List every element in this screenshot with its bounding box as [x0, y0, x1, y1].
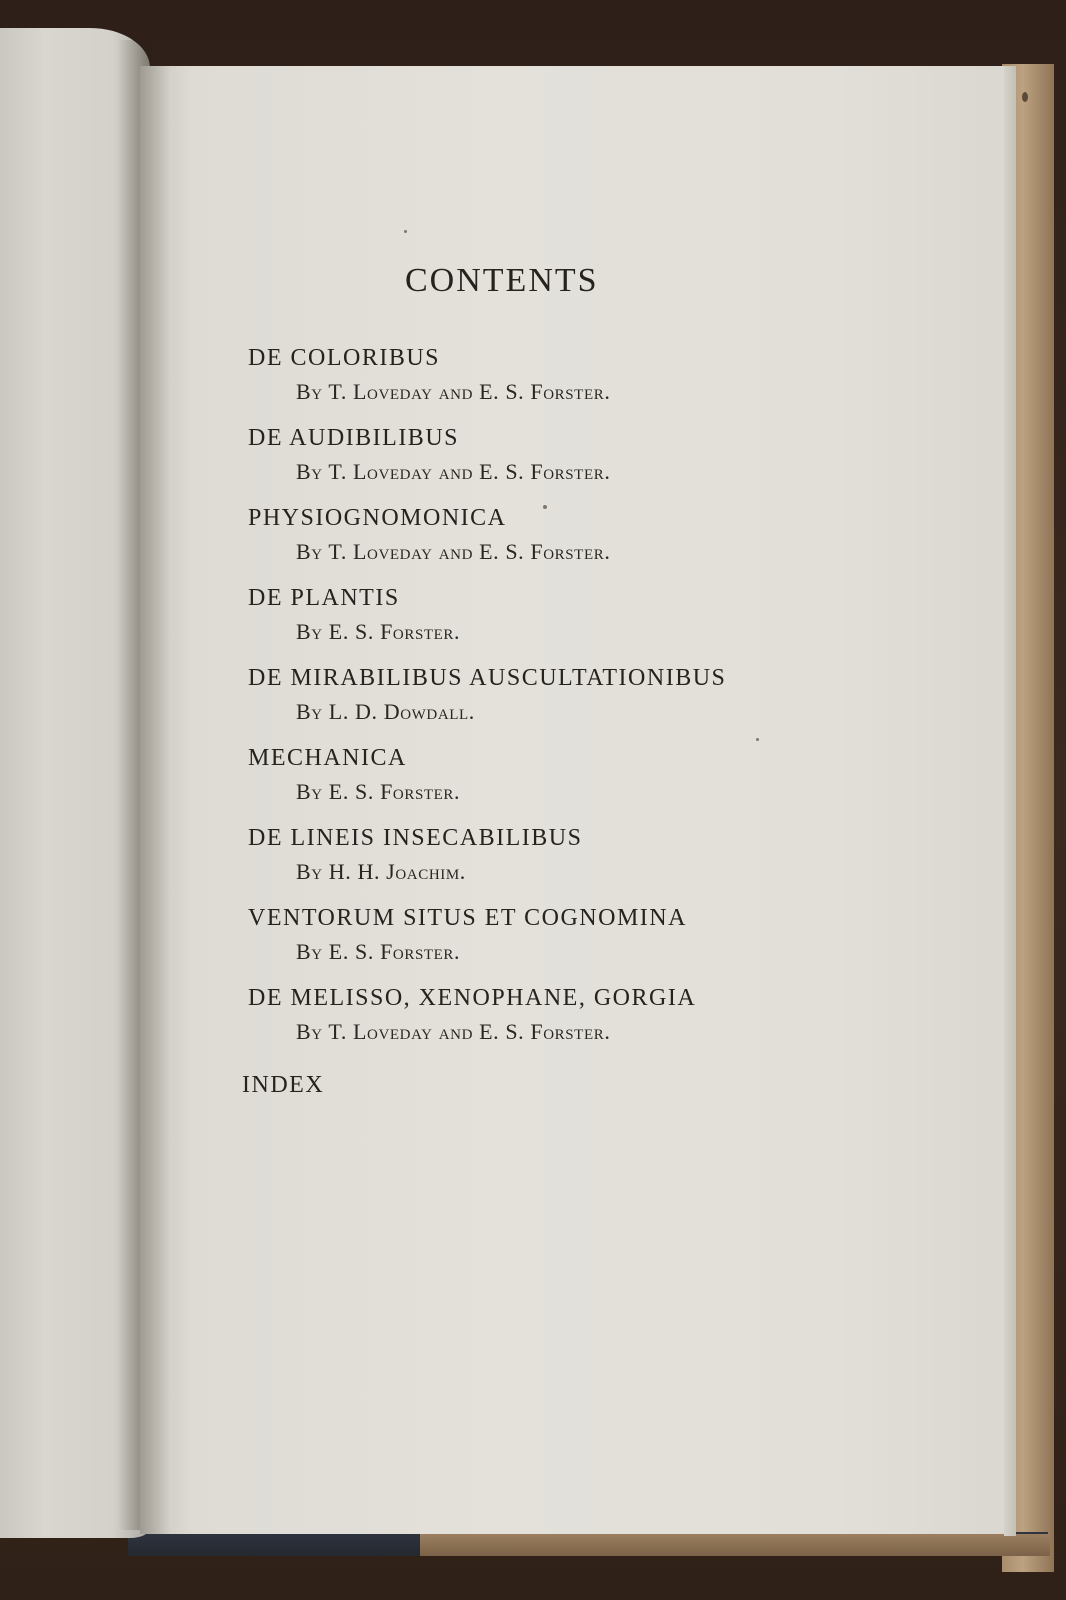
paper-speck — [404, 230, 407, 233]
contents-entry — [248, 505, 888, 585]
entry-title: VENTORUM SITUS ET COGNOMINA — [248, 905, 687, 931]
contents-list — [248, 345, 888, 1065]
contents-entry — [248, 905, 888, 985]
entry-title: DE COLORIBUS — [248, 345, 441, 371]
gutter-shadow — [140, 66, 170, 1534]
entry-title: PHYSIOGNOMONICA — [248, 505, 507, 531]
contents-entry — [248, 825, 888, 905]
contents-entry — [248, 345, 888, 425]
entry-title: MECHANICA — [248, 745, 407, 771]
paper-speck — [756, 738, 759, 741]
entry-title: DE PLANTIS — [248, 585, 400, 611]
cover-mark — [1022, 92, 1028, 102]
contents-entry — [248, 585, 888, 665]
page-block-edge — [1004, 66, 1016, 1536]
entry-byline: By H. H. Joachim. — [296, 859, 466, 884]
entry-title: DE AUDIBILIBUS — [248, 425, 459, 451]
entry-byline: By T. Loveday and E. S. Forster. — [296, 539, 611, 564]
contents-entry — [248, 665, 888, 745]
entry-title: DE MIRABILIBUS AUSCULTATIONIBUS — [248, 665, 727, 691]
entry-byline: By L. D. Dowdall. — [296, 699, 475, 724]
entry-title: DE MELISSO, XENOPHANE, GORGIA — [248, 985, 697, 1011]
entry-byline: By E. S. Forster. — [296, 619, 461, 644]
index-entry: INDEX — [242, 1072, 325, 1098]
contents-heading: CONTENTS — [405, 262, 599, 299]
entry-byline: By T. Loveday and E. S. Forster. — [296, 459, 611, 484]
entry-byline: By E. S. Forster. — [296, 939, 461, 964]
contents-entry — [248, 745, 888, 825]
book-cover-bottom-cloth — [420, 1534, 1050, 1556]
contents-entry — [248, 985, 888, 1065]
entry-byline: By T. Loveday and E. S. Forster. — [296, 379, 611, 404]
contents-entry — [248, 425, 888, 505]
entry-byline: By E. S. Forster. — [296, 779, 461, 804]
entry-title: DE LINEIS INSECABILIBUS — [248, 825, 583, 851]
paper-speck — [543, 505, 547, 509]
entry-byline: By T. Loveday and E. S. Forster. — [296, 1019, 611, 1044]
